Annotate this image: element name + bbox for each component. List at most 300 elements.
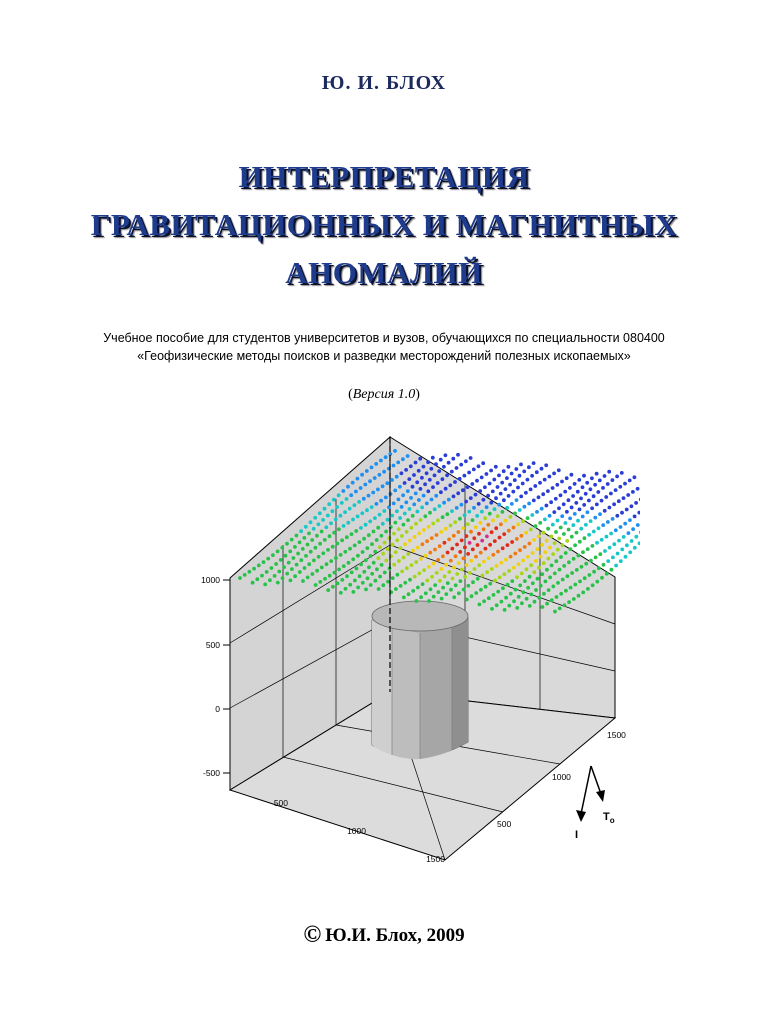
profile-dot	[482, 560, 486, 564]
profile-dot	[487, 556, 491, 560]
title-line-1: ИНТЕРПРЕТАЦИЯ	[238, 159, 530, 194]
profile-dot	[537, 596, 541, 600]
vector-T-label	[603, 811, 615, 825]
profile-dot	[469, 530, 473, 534]
profile-dot	[444, 527, 448, 531]
profile-dot	[598, 512, 602, 516]
profile-dot	[477, 532, 481, 536]
profile-dot	[263, 583, 267, 587]
profile-dot	[576, 519, 580, 523]
profile-dot	[634, 535, 638, 539]
y-tick-500: 500	[497, 819, 512, 829]
profile-dot	[315, 534, 319, 538]
profile-dot	[416, 510, 420, 514]
profile-dot	[614, 528, 618, 532]
profile-dot	[603, 509, 607, 513]
profile-dot	[513, 552, 517, 556]
profile-dot	[533, 600, 537, 604]
profile-dot	[441, 515, 445, 519]
profile-dot	[341, 489, 345, 493]
version-note	[0, 387, 768, 403]
profile-dot	[392, 563, 396, 567]
profile-dot	[626, 493, 630, 497]
profile-dot	[582, 503, 586, 507]
profile-dot	[512, 599, 516, 603]
profile-dot	[572, 597, 576, 601]
profile-dot	[466, 522, 470, 526]
profile-dot	[618, 485, 622, 489]
profile-dot	[619, 525, 623, 529]
profile-dot	[620, 548, 624, 552]
profile-dot	[382, 470, 386, 474]
profile-dot	[559, 592, 563, 596]
profile-dot	[473, 567, 477, 571]
profile-dot	[379, 499, 383, 503]
profile-dot	[466, 485, 470, 489]
profile-dot	[410, 563, 414, 567]
profile-dot	[565, 476, 569, 480]
profile-dot	[400, 570, 404, 574]
profile-dot	[470, 482, 474, 486]
profile-dot	[514, 588, 518, 592]
profile-dot	[287, 561, 291, 565]
profile-dot	[589, 487, 593, 491]
profile-dot	[484, 585, 488, 589]
profile-dot	[396, 573, 400, 577]
profile-dot	[463, 513, 467, 517]
profile-dot	[309, 520, 313, 524]
profile-dot	[564, 551, 568, 555]
profile-dot	[507, 494, 511, 498]
profile-dot	[332, 498, 336, 502]
profile-dot	[408, 507, 412, 511]
profile-dot	[293, 574, 297, 578]
profile-dot	[438, 579, 442, 583]
profile-dot	[508, 515, 512, 519]
profile-dot	[597, 566, 601, 570]
profile-dot	[570, 535, 574, 539]
profile-dot	[463, 575, 467, 579]
profile-dot	[469, 496, 473, 500]
profile-dot	[637, 511, 640, 515]
profile-dot	[408, 539, 412, 543]
profile-dot	[620, 471, 624, 475]
profile-dot	[397, 559, 401, 563]
cylinder-body	[372, 601, 468, 759]
profile-dot	[496, 590, 500, 594]
profile-dot	[502, 498, 506, 502]
profile-dot	[617, 499, 621, 503]
profile-dot	[534, 524, 538, 528]
profile-dot	[545, 602, 549, 606]
profile-dot	[505, 506, 509, 510]
profile-dot	[573, 512, 577, 516]
profile-dot	[450, 547, 454, 551]
profile-dot	[371, 491, 375, 495]
profile-dot	[395, 475, 399, 479]
profile-dot	[266, 557, 270, 561]
profile-dot	[394, 521, 398, 525]
profile-dot	[575, 531, 579, 535]
profile-dot	[298, 541, 302, 545]
profile-dot	[592, 494, 596, 498]
profile-dot	[455, 572, 459, 576]
profile-dot	[488, 482, 492, 486]
profile-dot	[500, 481, 504, 485]
profile-dot	[591, 544, 595, 548]
profile-dot	[445, 473, 449, 477]
profile-dot	[405, 530, 409, 534]
profile-dot	[312, 559, 316, 563]
profile-dot	[399, 546, 403, 550]
profile-dot	[479, 588, 483, 592]
profile-dot	[374, 462, 378, 466]
profile-dot	[540, 467, 544, 471]
profile-dot	[524, 491, 528, 495]
version-close: )	[415, 387, 420, 402]
profile-dot	[439, 490, 443, 494]
profile-dot	[544, 463, 548, 467]
profile-dot	[370, 466, 374, 470]
title-line-3: АНОМАЛИЙ	[285, 255, 483, 290]
profile-dot	[538, 521, 542, 525]
profile-dot	[549, 500, 553, 504]
profile-dot	[439, 458, 443, 462]
profile-dot	[581, 550, 585, 554]
profile-dot	[483, 485, 487, 489]
profile-dot	[328, 574, 332, 578]
profile-dot	[625, 508, 629, 512]
profile-dot	[606, 520, 610, 524]
profile-dot	[368, 479, 372, 483]
profile-dot	[518, 474, 522, 478]
profile-dot	[351, 518, 355, 522]
profile-dot	[555, 595, 559, 599]
profile-dot	[327, 502, 331, 506]
profile-dot	[598, 479, 602, 483]
profile-dot	[526, 478, 530, 482]
profile-dot	[543, 518, 547, 522]
profile-dot	[285, 572, 289, 576]
profile-dot	[436, 519, 440, 523]
profile-dot	[570, 506, 574, 510]
profile-dot	[356, 586, 360, 590]
profile-dot	[595, 503, 599, 507]
profile-dot	[391, 543, 395, 547]
profile-dot	[384, 530, 388, 534]
profile-dot	[329, 521, 333, 525]
profile-dot	[299, 529, 303, 533]
profile-dot	[444, 563, 448, 567]
profile-dot	[474, 555, 478, 559]
profile-dot	[546, 489, 550, 493]
profile-dot	[520, 572, 524, 576]
profile-dot	[452, 566, 456, 570]
profile-dot	[411, 514, 415, 518]
x-tick-500: 500	[273, 798, 288, 808]
profile-dot	[523, 505, 527, 509]
profile-dot	[367, 533, 371, 537]
profile-dot	[398, 485, 402, 489]
profile-dot	[285, 542, 289, 546]
profile-dot	[540, 543, 544, 547]
profile-dot	[378, 473, 382, 477]
profile-dot	[476, 577, 480, 581]
profile-dot	[447, 538, 451, 542]
profile-dot	[452, 595, 456, 599]
profile-dot	[554, 497, 558, 501]
profile-dot	[452, 495, 456, 499]
profile-dot	[352, 590, 356, 594]
profile-dot	[373, 516, 377, 520]
profile-dot	[383, 571, 387, 575]
profile-dot	[551, 523, 555, 527]
profile-dot	[523, 579, 527, 583]
profile-dot	[481, 574, 485, 578]
profile-dot	[538, 481, 542, 485]
profile-dot	[491, 519, 495, 523]
profile-dot	[331, 545, 335, 549]
profile-dot	[397, 527, 401, 531]
profile-dot	[631, 490, 635, 494]
profile-dot	[372, 530, 376, 534]
profile-dot	[465, 563, 469, 567]
profile-dot	[600, 538, 604, 542]
profile-dot	[496, 485, 500, 489]
profile-dot	[380, 534, 384, 538]
profile-dot	[376, 488, 380, 492]
profile-dot	[323, 538, 327, 542]
profile-dot	[415, 599, 419, 603]
profile-dot	[531, 551, 535, 555]
profile-dot	[408, 578, 412, 582]
profile-dot	[433, 583, 437, 587]
profile-dot	[429, 467, 433, 471]
profile-dot	[384, 455, 388, 459]
profile-dot	[495, 603, 499, 607]
profile-dot	[354, 490, 358, 494]
profile-dot	[402, 596, 406, 600]
profile-dot	[604, 495, 608, 499]
profile-dot	[440, 567, 444, 571]
profile-dot	[440, 597, 444, 601]
profile-dot	[384, 559, 388, 563]
profile-dot	[588, 573, 592, 577]
profile-dot	[342, 564, 346, 568]
profile-dot	[304, 554, 308, 558]
profile-dot	[624, 555, 628, 559]
profile-dot	[534, 559, 538, 563]
profile-dot	[614, 488, 618, 492]
profile-dot	[295, 534, 299, 538]
profile-dot	[526, 586, 530, 590]
profile-dot	[395, 509, 399, 513]
profile-dot	[494, 526, 498, 530]
profile-dot	[436, 558, 440, 562]
profile-dot	[331, 585, 335, 589]
vector-T-subscript: o	[609, 816, 615, 825]
profile-dot	[547, 588, 551, 592]
profile-dot	[601, 523, 605, 527]
profile-dot	[628, 518, 632, 522]
profile-dot	[382, 509, 386, 513]
profile-dot	[438, 504, 442, 508]
profile-dot	[317, 522, 321, 526]
profile-dot	[542, 531, 546, 535]
profile-dot	[307, 562, 311, 566]
profile-dot	[356, 477, 360, 481]
profile-dot	[548, 576, 552, 580]
profile-dot	[494, 465, 498, 469]
profile-dot	[361, 581, 365, 585]
profile-dot	[521, 482, 525, 486]
profile-dot	[556, 519, 560, 523]
profile-dot	[472, 468, 476, 472]
profile-dot	[628, 479, 632, 483]
profile-dot	[364, 558, 368, 562]
profile-dot	[378, 545, 382, 549]
profile-dot	[381, 484, 385, 488]
profile-dot	[443, 541, 447, 545]
profile-dot	[532, 570, 536, 574]
profile-dot	[565, 539, 569, 543]
profile-dot	[479, 521, 483, 525]
profile-dot	[437, 469, 441, 473]
profile-dot	[571, 523, 575, 527]
profile-dot	[400, 471, 404, 475]
profile-dot	[336, 582, 340, 586]
profile-dot	[421, 542, 425, 546]
profile-dot	[406, 518, 410, 522]
profile-dot	[576, 554, 580, 558]
profile-dot	[572, 557, 576, 561]
profile-dot	[480, 510, 484, 514]
profile-dot	[238, 576, 242, 580]
profile-dot	[271, 553, 275, 557]
profile-dot	[375, 538, 379, 542]
profile-dot	[356, 515, 360, 519]
profile-dot	[614, 564, 618, 568]
profile-dot	[403, 542, 407, 546]
profile-dot	[583, 536, 587, 540]
profile-dot	[425, 502, 429, 506]
profile-dot	[639, 498, 640, 502]
profile-dot	[320, 566, 324, 570]
profile-dot	[633, 475, 637, 479]
profile-dot	[546, 527, 550, 531]
profile-dot	[545, 504, 549, 508]
profile-dot	[466, 584, 470, 588]
profile-dot	[518, 548, 522, 552]
profile-dot	[512, 526, 516, 530]
profile-dot	[321, 518, 325, 522]
profile-dot	[306, 543, 310, 547]
profile-dot	[279, 558, 283, 562]
profile-dot	[348, 547, 352, 551]
profile-dot	[489, 469, 493, 473]
profile-dot	[472, 506, 476, 510]
profile-dot	[499, 492, 503, 496]
subtitle	[0, 329, 768, 365]
profile-dot	[345, 497, 349, 501]
profile-dot	[581, 485, 585, 489]
profile-dot	[384, 496, 388, 500]
profile-dot	[468, 541, 472, 545]
profile-dot	[450, 470, 454, 474]
profile-dot	[592, 530, 596, 534]
profile-dot	[430, 536, 434, 540]
profile-dot	[471, 548, 475, 552]
profile-dot	[484, 547, 488, 551]
profile-dot	[601, 486, 605, 490]
profile-dot	[616, 552, 620, 556]
profile-dot	[577, 594, 581, 598]
profile-dot	[409, 496, 413, 500]
profile-dot	[361, 550, 365, 554]
profile-dot	[376, 526, 380, 530]
profile-dot	[463, 546, 467, 550]
profile-dot	[465, 598, 469, 602]
profile-dot	[502, 532, 506, 536]
profile-dot	[454, 554, 458, 558]
profile-dot	[477, 563, 481, 567]
profile-dot	[581, 515, 585, 519]
profile-dot	[404, 501, 408, 505]
book-title	[0, 153, 768, 297]
profile-dot	[428, 478, 432, 482]
profile-dot	[485, 472, 489, 476]
profile-dot	[447, 461, 451, 465]
profile-dot	[567, 498, 571, 502]
profile-dot	[467, 510, 471, 514]
profile-dot	[365, 546, 369, 550]
profile-dot	[550, 564, 554, 568]
profile-dot	[406, 454, 410, 458]
profile-dot	[433, 548, 437, 552]
profile-dot	[491, 490, 495, 494]
profile-dot	[593, 483, 597, 487]
profile-dot	[390, 514, 394, 518]
profile-dot	[578, 580, 582, 584]
profile-dot	[510, 502, 514, 506]
profile-dot	[457, 591, 461, 595]
profile-dot	[507, 604, 511, 608]
profile-dot	[493, 507, 497, 511]
profile-dot	[358, 540, 362, 544]
profile-dot	[326, 548, 330, 552]
profile-dot	[367, 494, 371, 498]
profile-dot	[379, 459, 383, 463]
z-tick-minus500: -500	[202, 768, 220, 778]
profile-dot	[606, 482, 610, 486]
profile-dot	[426, 460, 430, 464]
profile-dot	[589, 519, 593, 523]
profile-dot	[498, 536, 502, 540]
profile-dot	[573, 482, 577, 486]
profile-dot	[251, 581, 255, 585]
profile-dot	[351, 481, 355, 485]
profile-dot	[262, 560, 266, 564]
x-tick-1000: 1000	[347, 826, 366, 836]
profile-dot	[375, 567, 379, 571]
profile-dot	[351, 557, 355, 561]
profile-dot	[430, 575, 434, 579]
profile-dot	[609, 492, 613, 496]
profile-dot	[344, 587, 348, 591]
profile-dot	[570, 473, 574, 477]
profile-dot	[465, 534, 469, 538]
profile-dot	[605, 535, 609, 539]
